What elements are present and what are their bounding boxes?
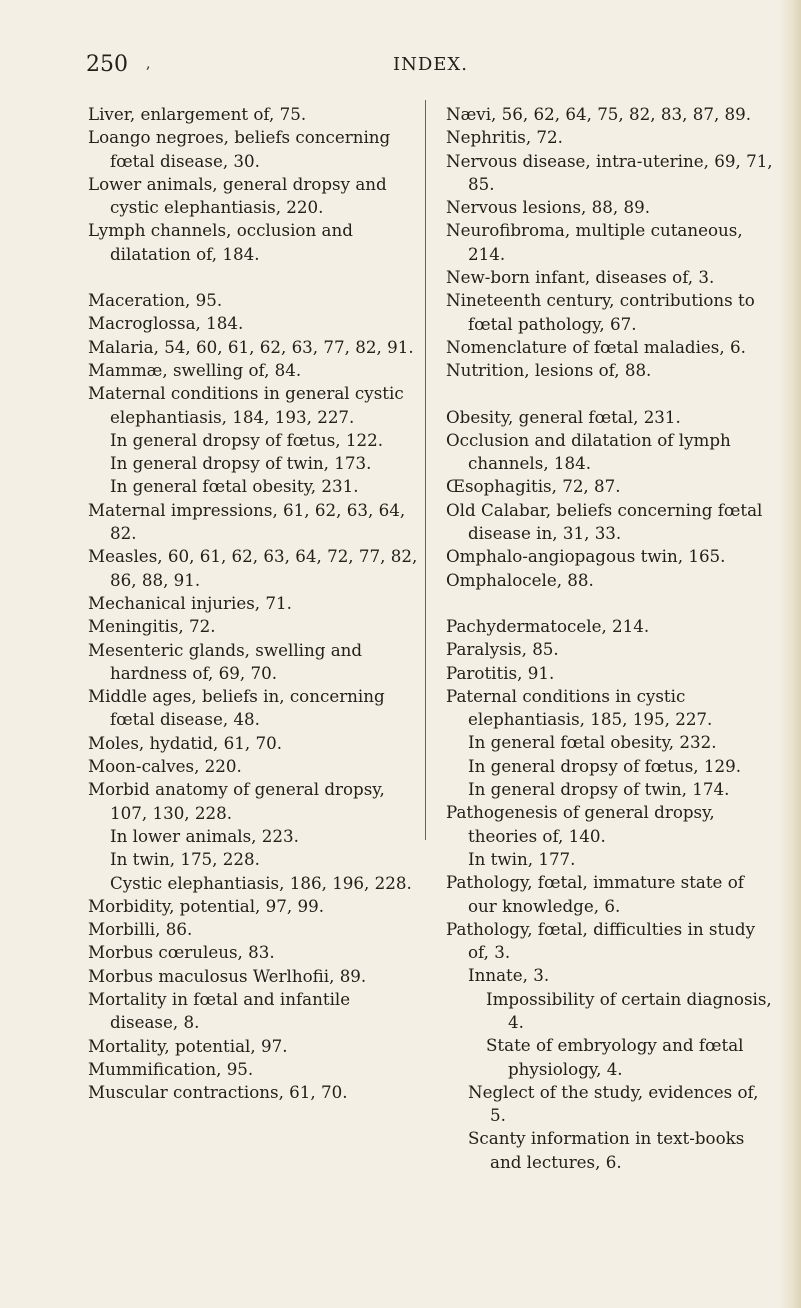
index-entry: Omphalocele, 88.	[446, 569, 594, 590]
index-entry: New-born infant, diseases of, 3.	[446, 267, 715, 288]
index-subentry: In twin, 177.	[468, 848, 576, 869]
index-entry: Meningitis, 72.	[88, 616, 216, 637]
index-entry: Morbilli, 86.	[88, 919, 193, 940]
index-subentry: Cystic elephantiasis, 186, 196, 228.	[110, 872, 412, 893]
index-entry: Morbus maculosus Werlhofii, 89.	[88, 965, 367, 986]
index-entry: Maternal impressions, 61, 62, 63, 64, 82.	[88, 499, 406, 544]
index-entry: Mortality, potential, 97.	[88, 1035, 288, 1056]
index-entry: Pathology, fœtal, difficulties in study of, 3.	[446, 918, 756, 963]
index-entry: Middle ages, beliefs in, concerning fœtal disease, 48.	[88, 686, 385, 730]
index-entry: Maternal conditions in general cystic elephantiasis, 184, 193, 227.	[88, 383, 404, 427]
index-subentry: In twin, 175, 228.	[110, 849, 260, 870]
index-entry: Parotitis, 91.	[446, 662, 555, 683]
index-subentry: Innate, 3.	[468, 965, 550, 986]
index-entry: Nineteenth century, contributions to fœtal pathology, 67.	[446, 290, 755, 334]
section-gap	[446, 383, 776, 406]
page-edge	[779, 0, 801, 1308]
index-entry: Maceration, 95.	[88, 290, 223, 311]
index-entry: Loango negroes, beliefs concerning fœtal disease, 30.	[88, 127, 391, 171]
index-entry: Mechanical injuries, 71.	[88, 592, 292, 613]
index-entry: Morbus cœruleus, 83.	[88, 942, 275, 963]
index-subentry: In general fœtal obesity, 231.	[110, 476, 359, 497]
index-subentry: Neglect of the study, evidences of, 5.	[468, 1081, 759, 1126]
index-entry: Moles, hydatid, 61, 70.	[88, 732, 283, 753]
index-entry: Lower animals, general dropsy and cystic elephantiasis, 220.	[88, 173, 387, 218]
index-subentry: Impossibility of certain diagnosis, 4.	[486, 988, 772, 1032]
index-entry: Moon-calves, 220.	[88, 756, 242, 777]
index-entry: Nervous disease, intra-uterine, 69, 71, 85.	[446, 150, 773, 194]
index-subentry: In general dropsy of fœtus, 122.	[110, 429, 384, 450]
index-entry: Mesenteric glands, swelling and hardness of, 69, 70.	[88, 639, 363, 683]
index-entry: Malaria, 54, 60, 61, 62, 63, 77, 82, 91.	[88, 336, 414, 357]
index-entry: Pathogenesis of general dropsy, theories of, 140.	[446, 802, 715, 846]
index-entry: Mummification, 95.	[88, 1058, 254, 1079]
column-divider	[425, 100, 426, 840]
index-entry: Mammæ, swelling of, 84.	[88, 359, 302, 380]
index-entry: Pachydermatocele, 214.	[446, 615, 650, 636]
index-entry: Pathology, fœtal, immature state of our knowledge, 6.	[446, 872, 744, 916]
index-subentry: In general dropsy of fœtus, 129.	[468, 755, 742, 776]
index-entry: Neurofibroma, multiple cutaneous, 214.	[446, 220, 743, 264]
index-entry: Old Calabar, beliefs concerning fœtal disease in, 31, 33.	[446, 499, 763, 544]
index-entry: Muscular contractions, 61, 70.	[88, 1082, 348, 1103]
index-entry: Nephritis, 72.	[446, 127, 563, 148]
index-entry: Œsophagitis, 72, 87.	[446, 476, 621, 497]
index-entry: Nervous lesions, 88, 89.	[446, 197, 651, 218]
stray-mark: ,	[146, 56, 151, 72]
index-entry: Omphalo-angiopagous twin, 165.	[446, 546, 726, 567]
index-entry: Lymph channels, occlusion and dilatation of, 184.	[88, 220, 353, 264]
index-subentry: Scanty information in text-books and lectures, 6.	[468, 1128, 745, 1172]
page-header	[86, 52, 746, 88]
index-subentry: State of embryology and fœtal physiology, 4.	[486, 1035, 744, 1079]
section-gap	[446, 592, 776, 615]
index-entry: Paternal conditions in cystic elephantiasis, 185, 195, 227.	[446, 685, 713, 730]
index-entry: Nomenclature of fœtal maladies, 6.	[446, 336, 746, 357]
index-column-left	[88, 103, 418, 1104]
index-entry: Paralysis, 85.	[446, 639, 559, 660]
index-entry: Liver, enlargement of, 75.	[88, 104, 307, 124]
index-subentry: In general dropsy of twin, 174.	[468, 779, 730, 800]
index-entry: Obesity, general fœtal, 231.	[446, 406, 681, 427]
section-gap	[88, 266, 418, 289]
index-entry: Measles, 60, 61, 62, 63, 64, 72, 77, 82, 86, 88, 91.	[88, 546, 418, 590]
index-column-right	[446, 103, 776, 1174]
index-subentry: In general dropsy of twin, 173.	[110, 453, 372, 474]
index-entry: Occlusion and dilatation of lymph channels, 184.	[446, 429, 731, 474]
index-entry: Nævi, 56, 62, 64, 75, 82, 83, 87, 89.	[446, 104, 752, 124]
index-entry: Morbidity, potential, 97, 99.	[88, 895, 325, 916]
index-subentry: In lower animals, 223.	[110, 825, 299, 846]
index-entry: Morbid anatomy of general dropsy, 107, 130, 228.	[88, 779, 385, 823]
index-entry: Macroglossa, 184.	[88, 313, 244, 334]
index-entry: Nutrition, lesions of, 88.	[446, 360, 652, 381]
page-number: 250	[86, 52, 128, 77]
index-entry: Mortality in fœtal and infantile disease, 8.	[88, 988, 351, 1033]
index-subentry: In general fœtal obesity, 232.	[468, 732, 717, 753]
running-title: INDEX.	[393, 54, 468, 75]
